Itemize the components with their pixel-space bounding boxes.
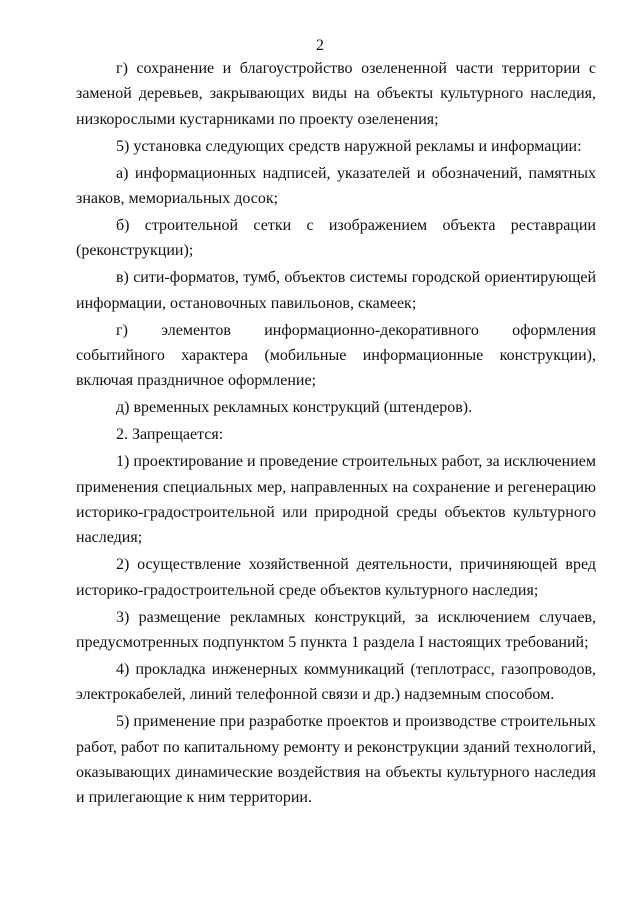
paragraph-subitem-g: г) элементов информационно-декоративного оформления событийного характера (мобильные информационные конструкции), включая праздничное оформление; [76,321,596,390]
paragraph-subitem-a: а) информационных надписей, указателей и обозначений, памятных знаков, мемориальных досок; [76,164,596,208]
paragraph-subitem-d: д) временных рекламных конструкций (штендеров). [116,399,473,417]
paragraph-subitem-v: в) сити-форматов, тумб, объектов системы городской ориентирующей информации, остановочных павильонов, скамеек; [76,269,596,312]
paragraph-prohibition-4: 4) прокладка инженерных коммуникаций (теплотрасс, газопроводов, электрокабелей, линий телефонной связи и др.) надземным способом. [76,660,596,704]
page-number: 2 [316,37,324,54]
paragraph-item-5-advertising: 5) установка следующих средств наружной рекламы и информации: [116,137,582,155]
paragraph-subitem-b: б) строительной сетки с изображением объекта реставрации (реконструкции); [76,216,596,260]
paragraph-item-g-greenery: г) сохранение и благоустройство озелененной части территории с заменой деревьев, закрывающих виды на объекты культурного наследия, низкорослыми кустарниками по проекту озеленения; [76,60,596,128]
document-body [76,56,596,811]
paragraph-prohibition-3: 3) размещение рекламных конструкций, за исключением случаев, предусмотренных подпунктом 5 пункта 1 раздела I настоящих требований; [76,608,596,651]
paragraph-prohibition-2: 2) осуществление хозяйственной деятельности, причиняющей вред историко-градостроительной среде объектов культурного наследия; [76,556,596,599]
paragraph-section-2-heading: 2. Запрещается: [116,426,224,444]
paragraph-prohibition-1: 1) проектирование и проведение строительных работ, за исключением применения специальных мер, направленных на сохранение и регенерацию историко-градостроительной или природной среды объектов культурного наследия; [76,453,596,547]
paragraph-prohibition-5: 5) применение при разработке проектов и производстве строительных работ, работ по капитальному ремонту и реконструкции зданий технологий, оказывающих динамические воздействия на объекты культурного наследия и прилегающие к ним территории. [76,713,596,807]
